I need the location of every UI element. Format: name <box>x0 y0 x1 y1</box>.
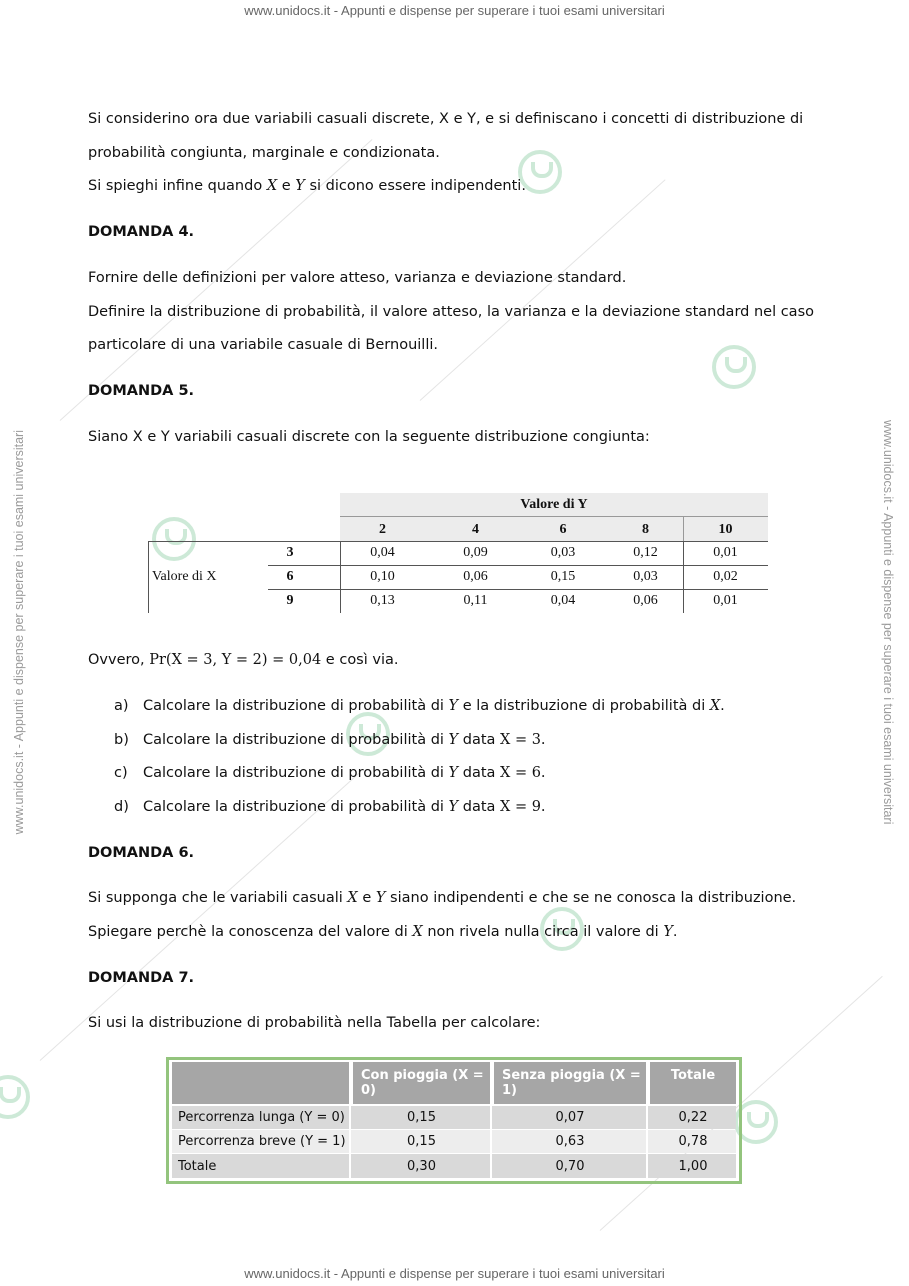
table-cell: 0,04 <box>370 545 395 560</box>
q6-text: e <box>357 890 376 906</box>
q7-intro: Si usi la distribuzione di probabilità nella Tabella per calcolare: <box>88 1015 541 1031</box>
y-value-header: 8 <box>642 522 649 537</box>
table-header-row <box>172 1062 736 1104</box>
table-cell: 0,22 <box>678 1110 708 1125</box>
var-y: Y <box>295 178 305 194</box>
intro-line-2: probabilità congiunta, marginale e condizionata. <box>88 145 440 161</box>
item-text <box>143 732 546 748</box>
x-value: 6 <box>286 569 294 584</box>
item-text-part: data <box>458 765 501 781</box>
divider <box>268 565 768 566</box>
item-label: a) <box>114 698 129 714</box>
q6-text: non rivela nulla circa il valore di <box>422 924 664 940</box>
item-text-part: data <box>458 799 501 815</box>
item-label: c) <box>114 765 128 781</box>
footer-banner: www.unidocs.it - Appunti e dispense per superare i tuoi esami universitari <box>244 1266 665 1281</box>
item-math: X = 6. <box>500 765 546 781</box>
y-value-header: 10 <box>718 522 733 537</box>
table-row <box>172 1106 736 1129</box>
rain-distribution-table <box>166 1057 742 1184</box>
divider <box>683 517 684 541</box>
table-cell: 0,70 <box>494 1154 648 1178</box>
table-cell: Percorrenza lunga (Y = 0) <box>172 1106 351 1129</box>
table-row <box>172 1154 736 1178</box>
x-value: 9 <box>286 593 294 608</box>
table-cell: 0,15 <box>353 1130 492 1153</box>
table-cell: 0,03 <box>550 545 576 560</box>
ovvero-text: e così via. <box>321 652 399 668</box>
var-y: Y <box>375 890 386 906</box>
side-watermark-left: www.unidocs.it - Appunti e dispense per superare i tuoi esami universitari <box>12 430 26 835</box>
item-math: X = 9. <box>500 799 546 815</box>
var-x: X <box>347 890 358 906</box>
table-cell: Totale <box>172 1154 351 1178</box>
q6-text: siano indipendenti e che se ne conosca la distribuzione. <box>385 890 797 906</box>
table-cell: 0,11 <box>463 593 488 608</box>
table-cell: 0,07 <box>494 1106 648 1129</box>
table-cell: 0,30 <box>353 1154 492 1178</box>
x-value: 3 <box>286 545 294 560</box>
table-cell: 0,10 <box>370 569 395 584</box>
q6-text: Si supponga che le variabili casuali <box>88 890 348 906</box>
table-cell: 0,15 <box>353 1106 492 1129</box>
question-7-title: DOMANDA 7. <box>88 970 195 986</box>
q6-line-2 <box>88 924 678 940</box>
var-x: X <box>412 924 423 940</box>
table-cell: 0,04 <box>550 593 576 608</box>
divider <box>148 541 149 613</box>
y-value-header: 4 <box>472 522 479 537</box>
divider <box>268 589 768 590</box>
table-cell: 0,01 <box>713 593 738 608</box>
item-label: d) <box>114 799 129 815</box>
intro-line-1: Si considerino ora due variabili casuali discrete, X e Y, e si definiscano i concetti di distribuzione di <box>88 111 804 127</box>
q4-line-2: Definire la distribuzione di probabilità, il valore atteso, la varianza e la deviazione standard nel caso <box>88 304 814 320</box>
question-6-title: DOMANDA 6. <box>88 845 195 861</box>
table-row <box>172 1130 736 1153</box>
side-watermark-right: www.unidocs.it - Appunti e dispense per superare i tuoi esami universitari <box>881 420 895 825</box>
joint-distribution-table <box>148 493 768 613</box>
table-cell: 0,09 <box>463 545 488 560</box>
q5-intro: Siano X e Y variabili casuali discrete con la seguente distribuzione congiunta: <box>88 429 650 445</box>
var-y: Y <box>663 924 673 940</box>
var-y: Y <box>448 799 459 815</box>
ovvero-math: Pr(X = 3, Y = 2) = 0,04 <box>149 652 322 668</box>
table-cell: 0,06 <box>633 593 658 608</box>
intro-text: Si spieghi infine quando <box>88 178 267 194</box>
watermark-logo-icon <box>0 1075 30 1119</box>
item-text-part: Calcolare la distribuzione di probabilità di <box>143 765 449 781</box>
table-cell: 0,02 <box>713 569 738 584</box>
divider <box>148 541 768 542</box>
col-group-label <box>340 497 768 513</box>
intro-text: e <box>277 178 296 194</box>
var-y: Y <box>448 732 459 748</box>
intro-text: si dicono essere indipendenti. <box>304 178 526 194</box>
q5-ovvero <box>88 652 398 668</box>
ovvero-text: Ovvero, <box>88 652 150 668</box>
table-cell: 0,01 <box>713 545 738 560</box>
y-value-header: 6 <box>559 522 567 537</box>
table-header-cell <box>172 1062 351 1104</box>
table-cell: 0,78 <box>678 1134 708 1149</box>
var-x: X <box>266 178 278 194</box>
table-cell: 0,06 <box>463 569 488 584</box>
table-cell: 0,15 <box>550 569 576 584</box>
item-text-part: Calcolare la distribuzione di probabilità di <box>143 799 449 815</box>
item-math: X = 3. <box>500 732 546 748</box>
table-cell: 0,13 <box>370 593 395 608</box>
table-header-cell: Con pioggia (X = 0) <box>353 1062 492 1104</box>
divider <box>340 516 768 517</box>
var-y: Y <box>448 698 459 714</box>
question-5-title: DOMANDA 5. <box>88 383 195 399</box>
watermark-line <box>420 179 666 401</box>
q6-line-1 <box>88 890 796 906</box>
item-text <box>143 698 725 714</box>
item-text <box>143 799 546 815</box>
header-banner: www.unidocs.it - Appunti e dispense per superare i tuoi esami universitari <box>244 3 665 18</box>
row-group-label: Valore di X <box>152 569 217 584</box>
q4-line-1: Fornire delle definizioni per valore atteso, varianza e deviazione standard. <box>88 270 627 286</box>
q6-text: . <box>672 924 678 940</box>
item-text-part: . <box>720 698 725 714</box>
table-cell: 0,03 <box>633 569 658 584</box>
item-label: b) <box>114 732 129 748</box>
table-cell: 1,00 <box>678 1158 708 1174</box>
item-text-part: Calcolare la distribuzione di probabilità di <box>143 698 449 714</box>
item-text-part: Calcolare la distribuzione di probabilità di <box>143 732 449 748</box>
q6-text: Spiegare perchè la conoscenza del valore di <box>88 924 413 940</box>
watermark-logo-icon <box>712 345 756 389</box>
intro-line-3 <box>88 178 526 194</box>
var-x: X <box>709 698 721 714</box>
question-4-title: DOMANDA 4. <box>88 224 195 240</box>
item-text <box>143 765 546 781</box>
table-cell: 0,12 <box>633 545 658 560</box>
item-text-part: data <box>458 732 501 748</box>
table-cell: 0,63 <box>494 1130 648 1153</box>
col-group-label-text: Valore di Y <box>520 497 588 512</box>
q4-line-3: particolare di una variabile casuale di Bernouilli. <box>88 337 438 353</box>
table-header-cell: Senza pioggia (X = 1) <box>494 1062 648 1104</box>
table-header-cell: Totale <box>650 1062 736 1104</box>
y-value-header: 2 <box>379 522 386 537</box>
item-text-part: e la distribuzione di probabilità di <box>458 698 710 714</box>
table-cell: Percorrenza breve (Y = 1) <box>172 1130 351 1153</box>
var-y: Y <box>448 765 459 781</box>
